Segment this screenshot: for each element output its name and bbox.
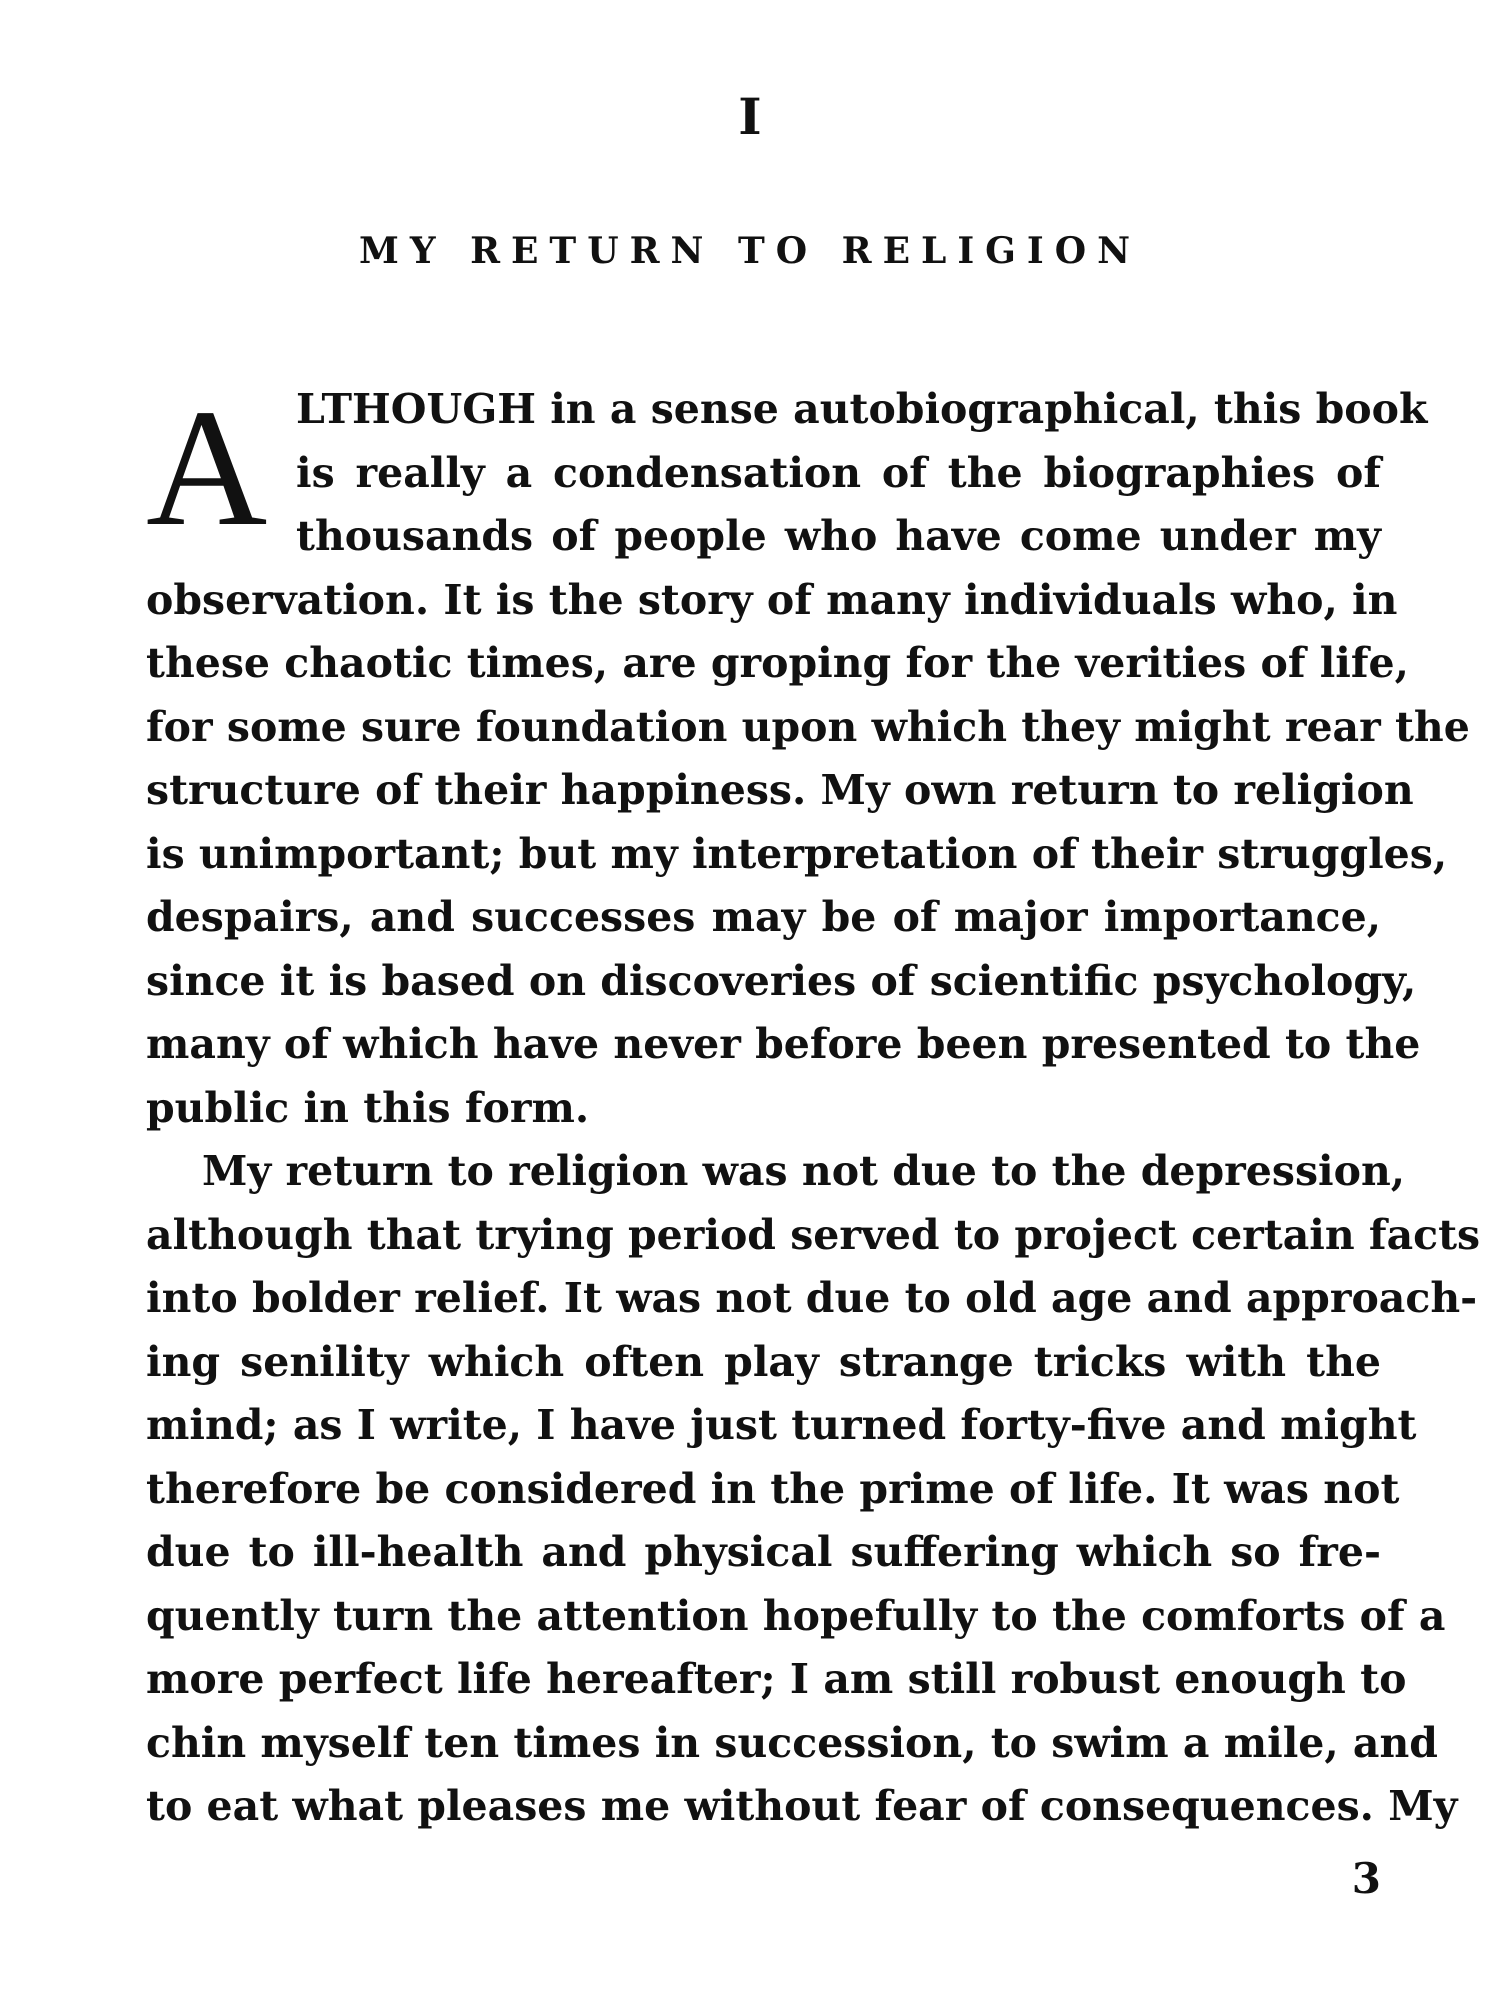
- text-line: therefore be considered in the prime of life. It was not: [146, 1464, 1400, 1513]
- text-line: LTHOUGH in a sense autobiographical, this book: [296, 385, 1428, 433]
- text-line: observation. It is the story of many individuals who, in: [146, 575, 1398, 624]
- body-text: [146, 375, 1481, 1839]
- text-line: due to ill-health and physical suffering which so fre-: [146, 1528, 1381, 1576]
- text-line: ing senility which often play strange tricks with the: [146, 1337, 1381, 1386]
- text-line: despairs, and successes may be of major importance,: [146, 893, 1381, 941]
- text-line: these chaotic times, are groping for the verities of life,: [146, 639, 1409, 687]
- text-line: since it is based on discoveries of scientific psychology,: [146, 956, 1417, 1005]
- drop-cap: A: [146, 375, 268, 561]
- text-line: mind; as I write, I have just turned forty-five and might: [146, 1401, 1417, 1449]
- text-line: many of which have never before been presented to the: [146, 1020, 1421, 1068]
- text-line: structure of their happiness. My own return to religion: [146, 766, 1414, 814]
- text-line: into bolder relief. It was not due to old age and approach-: [146, 1274, 1478, 1322]
- text-line: quently turn the attention hopefully to the comforts of a: [146, 1591, 1446, 1640]
- chapter-title: MY RETURN TO RELIGION: [358, 230, 1142, 272]
- text-line: My return to religion was not due to the depression,: [202, 1147, 1406, 1195]
- text-line: is really a condensation of the biographies of: [296, 448, 1381, 497]
- chapter-number: I: [738, 87, 762, 146]
- text-line: thousands of people who have come under my: [296, 512, 1381, 560]
- page-number: 3: [1351, 1854, 1381, 1903]
- text-line: chin myself ten times in succession, to swim a mile, and: [146, 1718, 1438, 1767]
- text-line: is unimportant; but my interpretation of their struggles,: [146, 829, 1448, 878]
- text-line: for some sure foundation upon which they might rear the: [146, 702, 1470, 751]
- opening-lines: [146, 375, 1428, 569]
- text-line: public in this form.: [146, 1083, 590, 1132]
- text-line: more perfect life hereafter; I am still robust enough to: [146, 1655, 1407, 1703]
- text-line: although that trying period served to project certain facts: [146, 1210, 1481, 1259]
- text-line: to eat what pleases me without fear of consequences. My: [146, 1782, 1458, 1830]
